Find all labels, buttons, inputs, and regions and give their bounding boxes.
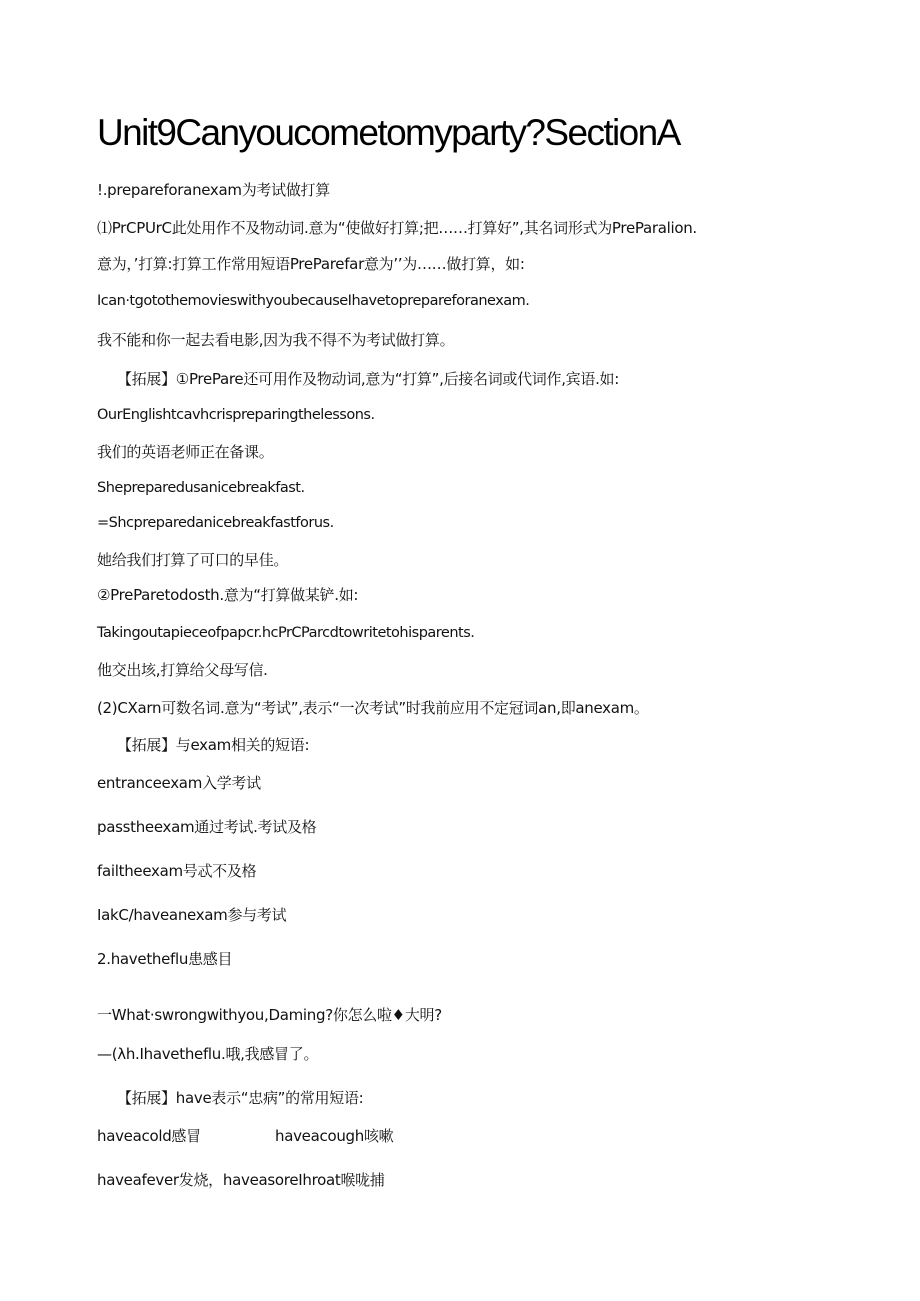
text-line: (2)CXarn可数名词.意为“考试”,表示“一次考试”时我前应用不定冠词an,即anexam。: [97, 699, 649, 717]
text-line: 我不能和你一起去看电影,因为我不得不为考试做打算。: [97, 331, 455, 349]
phrase-have-a-fever: haveafever发烧，: [97, 1171, 223, 1189]
text-line: IakC/haveanexam参与考试: [97, 906, 287, 924]
text-line: !.prepareforanexam为考试做打算: [97, 181, 330, 199]
text-line: 【拓展】①PrePare还可用作及物动词,意为“打算”,后接名词或代词作,宾语.如:: [117, 370, 619, 388]
text-line: 她给我们打算了可口的早佳。: [97, 551, 289, 569]
text-line: failtheexam号忒不及格: [97, 862, 257, 880]
text-line: 2.havetheflu患感目: [97, 950, 233, 968]
text-line: —(λh.Ihavetheflu.哦,我感冒了。: [97, 1045, 319, 1063]
text-line: 我们的英语老师正在备课。: [97, 443, 274, 461]
phrase-have-a-cold: haveacold感冒: [97, 1127, 201, 1145]
text-line: passtheexam通过考试.考试及格: [97, 818, 317, 836]
text-line: 意为，’打算:打算工作常用短语PreParefar意为’’为……做打算，如:: [97, 255, 525, 273]
phrase-have-a-cough: haveacough咳嗽: [275, 1127, 394, 1145]
text-line: 【拓展】have表示“忠病”的常用短语:: [117, 1089, 364, 1107]
text-line: 他交出垓,打算给父母写信.: [97, 661, 268, 679]
text-line: =Shcpreparedanicebreakfastforus.: [97, 515, 334, 531]
page-title: Unit9Canyoucometomyparty?SectionA: [97, 112, 680, 153]
phrase-row: [97, 1126, 201, 1146]
text-line: Ican·tgotothemovieswithyoubecauseIhavetoprepareforanexam.: [97, 293, 530, 309]
text-line: 【拓展】与exam相关的短语:: [117, 736, 310, 754]
text-line: ②PreParetodosth.意为“打算做某铲.如:: [97, 586, 359, 604]
text-line: OurEnglishtcavhcrispreparingthelessons.: [97, 407, 375, 423]
text-line: ⑴PrCPUrC此处用作不及物动词.意为“使做好打算;把……打算好”,其名词形式为PreParalion.: [97, 219, 697, 237]
phrase-have-a-sore-throat: haveasoreIhroat喉咙捕: [222, 1171, 385, 1189]
phrase-row: [97, 1170, 385, 1190]
text-line: Shepreparedusanicebreakfast.: [97, 480, 305, 496]
text-line: Takingoutapieceofpapcr.hcPrCParcdtowritetohisparents.: [97, 625, 475, 641]
text-line: entranceexam入学考试: [97, 774, 261, 792]
text-line: 一What·swrongwithyou,Daming?你怎么啦♦大明?: [97, 1006, 442, 1024]
